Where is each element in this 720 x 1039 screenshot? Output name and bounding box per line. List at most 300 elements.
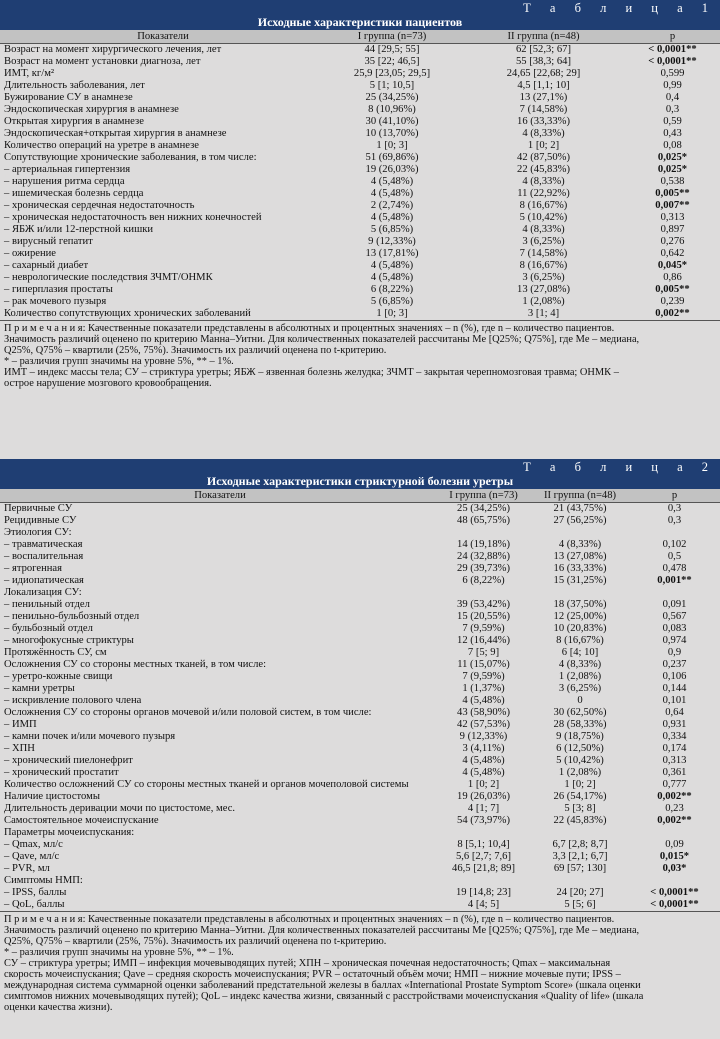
table-row	[0, 212, 720, 224]
table-cell: 0,3	[667, 515, 682, 526]
table-row	[0, 308, 720, 320]
note-line: международная система суммарной оценки заболеваний предстательной железы в баллах «International Prostate Symptom Score» (шкала оценки	[4, 980, 641, 991]
table-cell: 4 (8,33%)	[558, 539, 602, 550]
table-cell: 0,5	[667, 551, 682, 562]
table-cell: 1 [0; 3]	[376, 308, 408, 319]
table-cell: 24 (32,88%)	[457, 551, 510, 562]
table-2-column-headers	[0, 489, 720, 503]
table-row	[0, 224, 720, 236]
table-cell: – гиперплазия простаты	[4, 284, 113, 295]
table-cell: 5,6 [2,7; 7,6]	[455, 851, 512, 862]
table-cell	[436, 827, 531, 839]
note-line: * – различия групп значимы на уровне 5%, ** – 1%.	[4, 356, 234, 367]
table-row	[0, 128, 720, 140]
table-row	[0, 152, 720, 164]
table-cell: 8 (16,67%)	[519, 260, 568, 271]
table-cell: – камни уретры	[4, 683, 75, 694]
table-row	[0, 635, 720, 647]
table-cell: 5 [1; 10,5]	[369, 80, 415, 91]
table-1-notes	[0, 320, 720, 389]
table-row	[0, 503, 720, 515]
table-2-header	[0, 459, 720, 489]
table-cell: 6 (12,50%)	[556, 743, 604, 754]
table-row	[0, 599, 720, 611]
table-cell: 12 (25,00%)	[553, 611, 607, 622]
table-cell: 16 (33,33%)	[553, 563, 607, 574]
table-cell: – воспалительная	[4, 551, 84, 562]
table-row	[0, 575, 720, 587]
table-cell: – неврологические последствия ЗЧМТ/ОНМК	[4, 272, 213, 283]
table-cell	[531, 875, 629, 887]
table-cell: 5 (10,42%)	[556, 755, 604, 766]
table-1-label: Т а б л и ц а 1	[523, 1, 716, 15]
table-row	[0, 104, 720, 116]
table-cell: Эндоскопическая хирургия в анамнезе	[4, 104, 179, 115]
table-cell: 4,5 [1,1; 10]	[517, 80, 570, 91]
table-row	[0, 200, 720, 212]
table-cell: Количество осложнений СУ со стороны местных тканей и органов мочеполовой системы	[4, 779, 409, 790]
table-cell: 0,931	[662, 719, 687, 730]
table-row	[0, 827, 720, 839]
table-cell: 0,144	[662, 683, 687, 694]
table-cell: 3 [1; 4]	[527, 308, 560, 319]
table-cell: 46,5 [21,8; 89]	[452, 863, 515, 874]
table-row	[0, 164, 720, 176]
table-cell: 69 [57; 130]	[553, 863, 607, 874]
table-cell: 1 (2,08%)	[522, 296, 565, 307]
table-cell: 22 (45,83%)	[553, 815, 607, 826]
table-cell	[629, 827, 720, 839]
table-row	[0, 839, 720, 851]
table-row	[0, 539, 720, 551]
table-cell: 0,478	[662, 563, 687, 574]
table-cell: 0,599	[660, 68, 685, 79]
column-header: Показатели	[194, 490, 246, 501]
column-header: II группа (n=48)	[543, 490, 617, 501]
table-cell: – хроническая недостаточность вен нижних конечностей	[4, 212, 262, 223]
table-cell: 25 (34,25%)	[365, 92, 419, 103]
table-cell: Сопутствующие хронические заболевания, в том числе:	[4, 152, 257, 163]
table-cell: – ХПН	[4, 743, 35, 754]
table-cell: 1 [0; 2]	[564, 779, 596, 790]
table-cell: 5 [3; 8]	[564, 803, 596, 814]
table-cell: 4 (5,48%)	[370, 188, 414, 199]
table-row	[0, 719, 720, 731]
table-row	[0, 236, 720, 248]
note-line: СУ – стриктура уретры; ИМП – инфекция мочевыводящих путей; ХПН – хроническая почечная недостаточность; Qmax – максимальная	[4, 958, 611, 969]
table-cell: Этиология СУ:	[4, 527, 72, 538]
table-cell: Наличие цистостомы	[4, 791, 100, 802]
table-cell: 11 (22,92%)	[517, 188, 570, 199]
table-cell	[436, 875, 531, 887]
table-cell: 4 (5,48%)	[370, 176, 414, 187]
note-line: * – различия групп значимы на уровне 5%, ** – 1%.	[4, 947, 234, 958]
table-cell: 0,102	[662, 539, 687, 550]
table-row	[0, 611, 720, 623]
table-row	[0, 68, 720, 80]
table-cell: 5 (6,85%)	[370, 224, 414, 235]
table-cell: Первичные СУ	[4, 503, 73, 514]
table-cell: 0,174	[662, 743, 687, 754]
table-cell: Длительность заболевания, лет	[4, 80, 145, 91]
table-cell: 0,3	[667, 503, 682, 514]
table-cell: 15 (20,55%)	[457, 611, 510, 622]
table-cell: – ИМП	[4, 719, 37, 730]
table-cell: 0,005**	[655, 284, 690, 295]
table-cell: 35 [22; 46,5]	[364, 56, 420, 67]
table-cell	[629, 587, 720, 599]
table-cell: Симптомы НМП:	[4, 875, 83, 886]
table-cell: 0,005**	[655, 188, 690, 199]
table-cell	[531, 527, 629, 539]
table-cell: 0,9	[667, 647, 682, 658]
note-line: скорость мочеиспускания; Qave – средняя скорость мочеиспускания; PVR – остаточный объём мочи; НМП – нижние мочевые пути; IPSS –	[4, 969, 621, 980]
note-line: ИМТ – индекс массы тела; СУ – стриктура уретры; ЯБЖ – язвенная болезнь желудка; ЗЧМТ – закрытая черепномозговая травма; ОНМК –	[4, 367, 619, 378]
table-cell: 0,091	[662, 599, 687, 610]
table-cell: 7 (9,59%)	[462, 623, 505, 634]
table-cell: 0,002**	[655, 308, 690, 319]
table-cell: 4 (5,48%)	[370, 272, 414, 283]
table-cell: 0,59	[663, 116, 682, 127]
table-cell: 0,007**	[655, 200, 690, 211]
table-cell: 0,3	[665, 104, 680, 115]
table-row	[0, 767, 720, 779]
table-cell: – нарушения ритма сердца	[4, 176, 125, 187]
table-cell: 0,002**	[657, 791, 692, 802]
table-row	[0, 296, 720, 308]
table-cell: 0,001**	[657, 575, 692, 586]
table-cell: 0,106	[662, 671, 687, 682]
table-cell: 0,002**	[657, 815, 692, 826]
table-cell: Локализация СУ:	[4, 587, 82, 598]
table-cell: 0,86	[663, 272, 682, 283]
table-cell: – бульбозный отдел	[4, 623, 93, 634]
table-cell: 4 (5,48%)	[370, 212, 414, 223]
table-cell: – пенильный отдел	[4, 599, 90, 610]
table-cell: 0,99	[663, 80, 682, 91]
table-row	[0, 92, 720, 104]
table-cell: 0,09	[665, 839, 684, 850]
table-cell: 19 (26,03%)	[365, 164, 419, 175]
table-cell: 26 (54,17%)	[553, 791, 607, 802]
table-row	[0, 671, 720, 683]
table-cell: – пенильно-бульбозный отдел	[4, 611, 140, 622]
table-row	[0, 731, 720, 743]
table-cell: – PVR, мл	[4, 863, 50, 874]
table-cell: 7 (14,58%)	[519, 248, 568, 259]
table-cell: 0	[577, 695, 583, 706]
table-cell: Возраст на момент установки диагноза, лет	[4, 56, 201, 67]
table-cell: < 0,0001**	[648, 44, 697, 55]
table-cell: Эндоскопическая+открытая хирургия в анамнезе	[4, 128, 227, 139]
table-cell: ИМТ, кг/м²	[4, 68, 55, 79]
table-row	[0, 815, 720, 827]
table-row	[0, 44, 720, 56]
table-cell: 0,43	[663, 128, 682, 139]
note-line: П р и м е ч а н и я: Качественные показатели представлены в абсолютных и процентных значениях – n (%), где n – количество пациентов.	[4, 914, 615, 925]
table-row	[0, 260, 720, 272]
note-line: Значимость различий оценено по критерию Манна–Уитни. Для количественных показателей рассчитаны Me [Q25%; Q75%], где Me – медиана,	[4, 334, 640, 345]
table-row	[0, 284, 720, 296]
table-2-body	[0, 503, 720, 911]
table-row	[0, 515, 720, 527]
table-1-column-headers	[0, 30, 720, 44]
table-cell: 14 (19,18%)	[457, 539, 510, 550]
table-row	[0, 551, 720, 563]
table-cell: 0,567	[662, 611, 687, 622]
table-cell: 13 (27,1%)	[519, 92, 568, 103]
table-cell: 4 [4; 5]	[467, 899, 500, 910]
table-2-label: Т а б л и ц а 2	[523, 460, 716, 474]
table-cell: 3 (6,25%)	[522, 236, 565, 247]
table-cell: 30 (41,10%)	[365, 116, 419, 127]
table-cell: 1 [0; 2]	[527, 140, 560, 151]
table-cell: 4 (5,48%)	[462, 767, 505, 778]
table-cell: 28 (58,33%)	[553, 719, 607, 730]
table-cell: Бужирование СУ в анамнезе	[4, 92, 133, 103]
table-row	[0, 587, 720, 599]
table-cell: 9 (12,33%)	[368, 236, 416, 247]
table-cell: 19 (26,03%)	[457, 791, 510, 802]
table-cell	[629, 527, 720, 539]
table-row	[0, 140, 720, 152]
table-cell: 19 [14,8; 23]	[455, 887, 512, 898]
table-cell: 6 [4; 10]	[561, 647, 599, 658]
table-cell: 25 (34,25%)	[457, 503, 510, 514]
table-cell: 30 (62,50%)	[553, 707, 607, 718]
table-cell: Параметры мочеиспускания:	[4, 827, 135, 838]
table-cell: – рак мочевого пузыря	[4, 296, 107, 307]
table-2	[0, 459, 720, 1013]
table-cell: 24 [20; 27]	[556, 887, 604, 898]
table-2-notes	[0, 911, 720, 1013]
table-cell: 4 (8,33%)	[522, 176, 565, 187]
table-cell: 0,08	[663, 140, 682, 151]
note-line: Q25%, Q75% – квартили (25%, 75%). Значимость их различий оценена по t-критерию.	[4, 936, 387, 947]
table-cell: – хронический пиелонефрит	[4, 755, 133, 766]
table-cell: 0,897	[660, 224, 685, 235]
table-cell: 0,4	[665, 92, 680, 103]
table-cell: 1 [0; 3]	[376, 140, 408, 151]
table-cell: 18 (37,50%)	[553, 599, 607, 610]
table-cell: 22 (45,83%)	[517, 164, 570, 175]
table-cell: 0,64	[665, 707, 684, 718]
table-row	[0, 272, 720, 284]
table-cell: < 0,0001**	[650, 887, 699, 898]
table-cell: 4 (8,33%)	[522, 128, 565, 139]
table-cell: 9 (18,75%)	[556, 731, 604, 742]
table-cell: – идиопатическая	[4, 575, 84, 586]
table-cell: – сахарный диабет	[4, 260, 89, 271]
table-cell	[436, 527, 531, 539]
table-cell: 8 (16,67%)	[556, 635, 604, 646]
table-cell: 7 [5; 9]	[467, 647, 500, 658]
table-cell: 1 (1,37%)	[462, 683, 505, 694]
table-row	[0, 803, 720, 815]
table-cell: 8 (10,96%)	[368, 104, 416, 115]
table-cell: 0,538	[660, 176, 685, 187]
table-cell: 4 (5,48%)	[370, 260, 414, 271]
note-line: симптомов нижних мочевыводящих путей); QoL – индекс качества жизни, связанный с расстройствами мочеиспускания «Quality of life» (шкала	[4, 991, 644, 1002]
table-cell	[436, 587, 531, 599]
note-line: острое нарушение мозгового кровообращения.	[4, 378, 212, 389]
table-cell: Возраст на момент хирургического лечения, лет	[4, 44, 222, 55]
table-cell: – камни почек и/или мочевого пузыря	[4, 731, 176, 742]
table-cell: 51 (69,86%)	[365, 152, 419, 163]
table-1-header	[0, 0, 720, 30]
table-cell: 3 (6,25%)	[522, 272, 565, 283]
table-cell: 0,239	[660, 296, 685, 307]
table-row	[0, 875, 720, 887]
table-cell: – ишемическая болезнь сердца	[4, 188, 144, 199]
table-cell: – хроническая сердечная недостаточность	[4, 200, 195, 211]
table-cell: 44 [29,5; 55]	[364, 44, 420, 55]
table-row	[0, 80, 720, 92]
table-cell: 5 (6,85%)	[370, 296, 414, 307]
table-cell: 2 (2,74%)	[370, 200, 414, 211]
table-cell: 0,101	[662, 695, 687, 706]
table-cell: – ожирение	[4, 248, 57, 259]
table-cell: 9 (12,33%)	[459, 731, 508, 742]
table-cell: 4 (5,48%)	[462, 695, 505, 706]
table-row	[0, 851, 720, 863]
table-cell: 48 (65,75%)	[457, 515, 510, 526]
table-cell: < 0,0001**	[650, 899, 699, 910]
table-2-title: Исходные характеристики стриктурной болезни уретры	[206, 474, 514, 488]
table-row	[0, 683, 720, 695]
table-cell: 42 (87,50%)	[517, 152, 570, 163]
table-cell: 0,642	[660, 248, 685, 259]
table-cell	[629, 875, 720, 887]
table-cell: 0,23	[665, 803, 684, 814]
table-cell: 16 (33,33%)	[517, 116, 570, 127]
table-cell: 0,237	[662, 659, 687, 670]
note-line: Q25%, Q75% – квартили (25%, 75%). Значимость их различий оценена по t-критерию.	[4, 345, 387, 356]
table-cell: 4 (5,48%)	[462, 755, 505, 766]
column-header: Показатели	[137, 31, 189, 42]
table-1-body	[0, 44, 720, 320]
note-line: П р и м е ч а н и я: Качественные показатели представлены в абсолютных и процентных значениях – n (%), где n – количество пациентов.	[4, 323, 615, 334]
table-cell: 13 (27,08%)	[517, 284, 570, 295]
table-cell: 6 (8,22%)	[370, 284, 414, 295]
column-header: II группа (n=48)	[507, 31, 580, 42]
table-cell: Количество сопутствующих хронических заболеваний	[4, 308, 251, 319]
table-cell: < 0,0001**	[648, 56, 697, 67]
table-cell: 1 (2,08%)	[558, 767, 602, 778]
table-cell: Осложнения СУ со стороны местных тканей, в том числе:	[4, 659, 267, 670]
table-row	[0, 623, 720, 635]
table-cell: 4 (8,33%)	[522, 224, 565, 235]
table-cell: 3 (6,25%)	[558, 683, 602, 694]
table-cell: 24,65 [22,68; 29]	[506, 68, 581, 79]
table-cell: 1 (2,08%)	[558, 671, 602, 682]
table-cell: 0,334	[662, 731, 687, 742]
table-cell: – Qmax, мл/с	[4, 839, 63, 850]
table-cell: 0,313	[660, 212, 685, 223]
table-cell: 13 (17,81%)	[365, 248, 419, 259]
table-cell: 42 (57,53%)	[457, 719, 510, 730]
table-cell: – ятрогенная	[4, 563, 62, 574]
table-cell: Протяжённость СУ, см	[4, 647, 107, 658]
table-1-title: Исходные характеристики пациентов	[257, 15, 463, 29]
table-cell: Количество операций на уретре в анамнезе	[4, 140, 200, 151]
table-cell: 39 (53,42%)	[457, 599, 510, 610]
note-line: оценки качества жизни).	[4, 1002, 113, 1013]
table-cell: 0,025*	[657, 164, 688, 175]
table-cell: 12 (16,44%)	[457, 635, 510, 646]
table-cell: 4 [1; 7]	[467, 803, 500, 814]
column-header: p	[671, 490, 678, 501]
table-cell: 25,9 [23,05; 29,5]	[353, 68, 431, 79]
table-cell: 5 [5; 6]	[564, 899, 596, 910]
table-row	[0, 659, 720, 671]
table-cell: – артериальная гипертензия	[4, 164, 131, 175]
table-cell: 0,361	[662, 767, 687, 778]
table-cell: 6,7 [2,8; 8,7]	[552, 839, 608, 850]
table-cell: – искривление полового члена	[4, 695, 142, 706]
table-row	[0, 887, 720, 899]
table-row	[0, 791, 720, 803]
table-cell: – ЯБЖ и/или 12-перстной кишки	[4, 224, 154, 235]
table-row	[0, 695, 720, 707]
table-cell: Рецидивные СУ	[4, 515, 77, 526]
table-row	[0, 647, 720, 659]
table-cell: 62 [52,3; 67]	[515, 44, 572, 55]
table-cell: 21 (43,75%)	[553, 503, 607, 514]
table-row	[0, 116, 720, 128]
table-row	[0, 755, 720, 767]
table-cell: 0,276	[660, 236, 685, 247]
table-cell: 13 (27,08%)	[553, 551, 607, 562]
table-cell: 3,3 [2,1; 6,7]	[552, 851, 608, 862]
table-cell: 5 (10,42%)	[519, 212, 568, 223]
table-cell: – Qave, мл/с	[4, 851, 60, 862]
table-cell: – IPSS, баллы	[4, 887, 67, 898]
table-cell: – вирусный гепатит	[4, 236, 93, 247]
table-1	[0, 0, 720, 389]
table-cell: 6 (8,22%)	[462, 575, 505, 586]
table-cell: 27 (56,25%)	[553, 515, 607, 526]
table-row	[0, 563, 720, 575]
table-cell	[531, 827, 629, 839]
table-cell: 8 [5,1; 10,4]	[457, 839, 510, 850]
table-cell	[531, 587, 629, 599]
table-cell: 0,03*	[662, 863, 687, 874]
table-cell: 0,777	[662, 779, 687, 790]
table-cell: – многофокусные стриктуры	[4, 635, 134, 646]
table-cell: 8 (16,67%)	[519, 200, 568, 211]
table-cell: 0,313	[662, 755, 687, 766]
table-cell: Самостоятельное мочеиспускание	[4, 815, 159, 826]
table-row	[0, 743, 720, 755]
table-cell: – хронический простатит	[4, 767, 119, 778]
table-cell: 10 (20,83%)	[553, 623, 607, 634]
table-cell: 1 [0; 2]	[467, 779, 500, 790]
table-cell: 0,025*	[657, 152, 688, 163]
table-row	[0, 248, 720, 260]
table-cell: 55 [38,3; 64]	[515, 56, 572, 67]
table-cell: Длительность деривации мочи по цистостоме, мес.	[4, 803, 236, 814]
table-cell: 11 (15,07%)	[457, 659, 510, 670]
table-row	[0, 863, 720, 875]
column-header: p	[669, 31, 676, 42]
table-cell: 0,083	[662, 623, 687, 634]
table-cell: 29 (39,73%)	[457, 563, 510, 574]
table-row	[0, 188, 720, 200]
table-row	[0, 899, 720, 911]
table-cell: 54 (73,97%)	[457, 815, 510, 826]
table-cell: Осложнения СУ со стороны органов мочевой и/или половой систем, в том числе:	[4, 707, 372, 718]
